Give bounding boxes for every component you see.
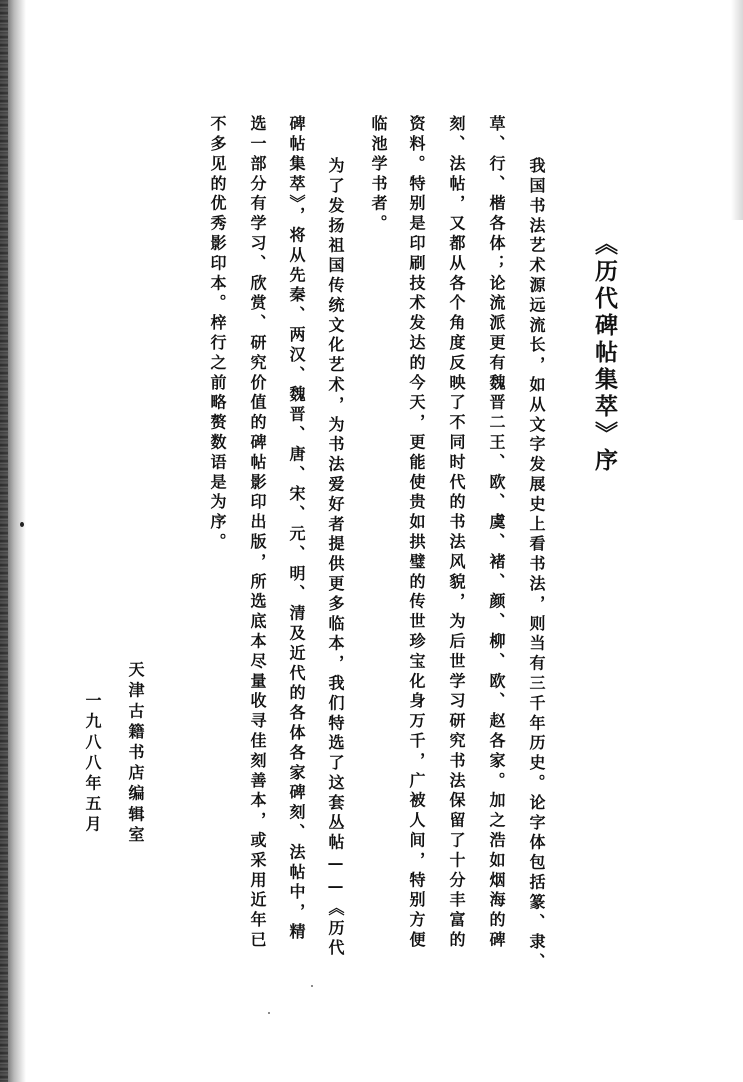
publisher-signature: 天津古籍书店编辑室 xyxy=(126,661,145,847)
scan-fold-right xyxy=(731,0,743,220)
text-column-7: 碑帖集萃》，将从先秦、两汉、魏晋、唐、宋、元、明、清及近代的各体各家碑刻、法帖中，精 xyxy=(287,115,306,943)
scan-edge-line xyxy=(0,0,8,1082)
date-signature: 一九八八年五月 xyxy=(83,692,102,837)
text-column-5: 临池学书者。 xyxy=(369,115,388,235)
text-column-6: 为了发扬祖国传统文化艺术，为书法爱好者提供更多临本，我们特选了这套丛帖——《历代 xyxy=(326,157,345,959)
text-column-8: 选一部分有学习、欣赏、研究价值的碑帖影印出版，所选底本尽量收寻佳刻善本，或采用近年已 xyxy=(248,115,267,951)
document-title: 《历代碑帖集萃》序 xyxy=(591,232,618,475)
text-column-3: 刻、法帖，又都从各个角度反映了不同时代的书法风貌，为后世学习研究书法保留了十分丰富的 xyxy=(447,115,466,951)
text-column-2: 草、行、楷各体；论流派更有魏晋二王、欧、虞、褚、颜、柳、欧、赵各家。加之浩如烟海的碑 xyxy=(487,115,506,951)
ink-speck xyxy=(311,985,313,987)
ink-speck xyxy=(268,1012,270,1014)
text-column-9: 不多见的优秀影印本。梓行之前略赘数语是为序。 xyxy=(208,115,227,553)
ink-dot xyxy=(20,522,24,527)
text-column-1: 我国书法艺术源远流长，如从文字发展史上看书法，则当有三千年历史。论字体包括篆、隶、 xyxy=(527,157,546,973)
text-column-4: 资料。特别是印刷技术发达的今天，更能使贵如拱璧的传世珍宝化身万千，广被人间，特别方便 xyxy=(407,115,426,951)
